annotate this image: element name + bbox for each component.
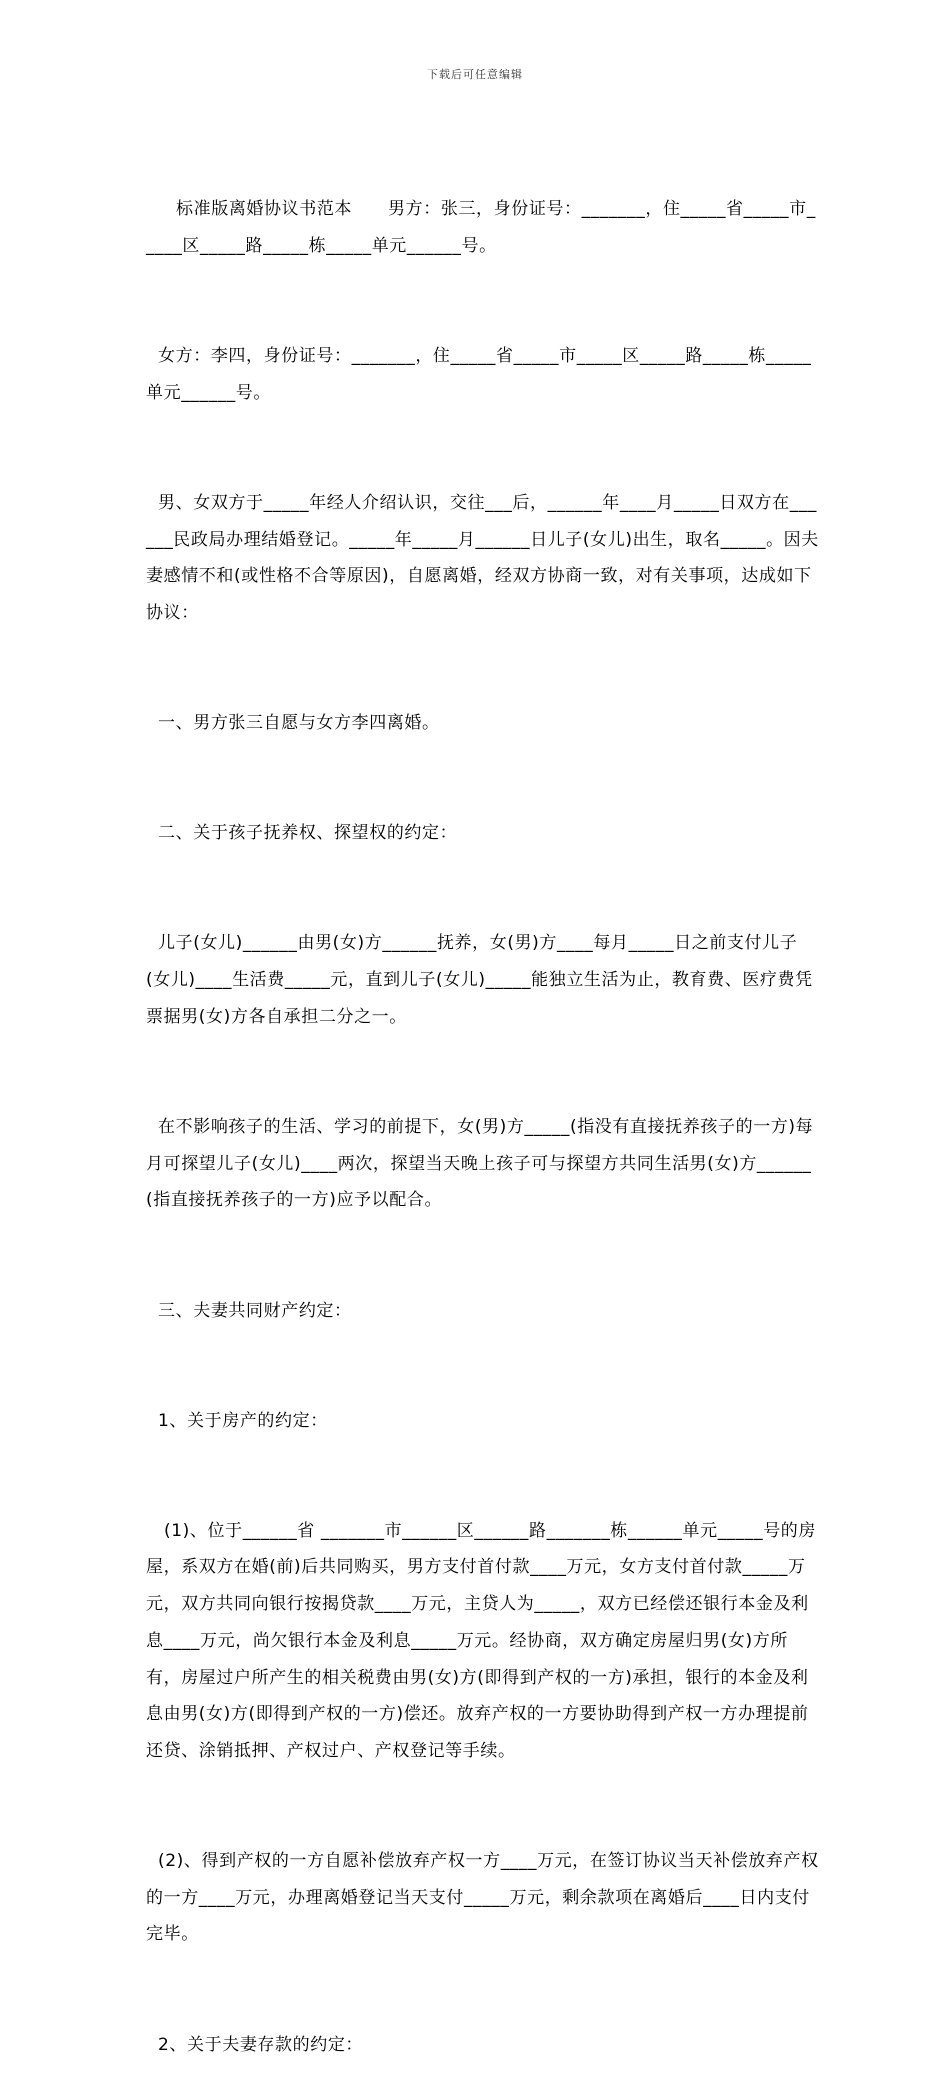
clause-three-heading: 三、夫妻共同财产约定： (146, 1300, 352, 1321)
visitation-paragraph: 在不影响孩子的生活、学习的前提下，女(男)方_____(指没有直接抚养孩子的一方)每月可探望儿子(女儿)____两次，探望当天晚上孩子可与探望方共同生活男(女)方______(指直接抚养孩子的一方)应予以配合。 (146, 1116, 814, 1211)
savings-subheading: 2、关于夫妻存款的约定： (146, 2034, 364, 2055)
property-subheading: 1、关于房产的约定： (146, 1410, 328, 1431)
document-body (146, 118, 822, 2100)
clause-two-heading: 二、关于孩子抚养权、探望权的约定： (146, 823, 458, 844)
title-and-male-party-paragraph: 标准版离婚协议书范本 男方：张三，身份证号：_______，住_____省_____市_____区_____路_____栋_____单元______号。 (146, 199, 816, 257)
female-party-paragraph: 女方：李四，身份证号：_______，住_____省_____市_____区_____路_____栋_____单元______号。 (146, 346, 812, 403)
page-header-note: 下载后可任意编辑 (427, 68, 523, 81)
custody-paragraph: 儿子(女儿)______由男(女)方______抚养，女(男)方____每月_____日之前支付儿子(女儿)____生活费_____元，直到儿子(女儿)_____能独立生活为止，教育费、医疗费凭票据男(女)方各自承担二分之一。 (146, 933, 813, 1027)
property-item-2-paragraph: (2)、得到产权的一方自愿补偿放弃产权一方____万元，在签订协议当天补偿放弃产权的一方____万元，办理离婚登记当天支付_____万元，剩余款项在离婚后____日内支付完毕。 (146, 1851, 819, 1945)
property-item-1-paragraph: (1)、位于______省 _______市______区______路_______栋______单元_____号的房屋，系双方在婚(前)后共同购买，男方支付首付款____万元，女方支付首付款_____万元，双方共同向银行按揭贷款____万元，主贷人为_____，双方已经偿还银行本金及利息____万元，尚欠银行本金及利息_____万元。经协商，双方确定房屋归男(女)方所有，房屋过户所产生的相关税费由男(女)方(即得到产权的一方)承担，银行的本金及利息由男(女)方(即得到产权的一方)偿还。放弃产权的一方要协助得到产权一方办理提前还贷、涂销抵押、产权过户、产权登记等手续。 (146, 1520, 816, 1761)
marriage-background-paragraph: 男、女双方于_____年经人介绍认识，交往___后，______年____月_____日双方在______民政局办理结婚登记。_____年_____月______日儿子(女儿)出生，取名_____。因夫妻感情不和(或性格不合等原因)，自愿离婚，经双方协商一致，对有关事项，达成如下协议： (146, 493, 819, 624)
clause-one-heading: 一、男方张三自愿与女方李四离婚。 (146, 713, 440, 734)
